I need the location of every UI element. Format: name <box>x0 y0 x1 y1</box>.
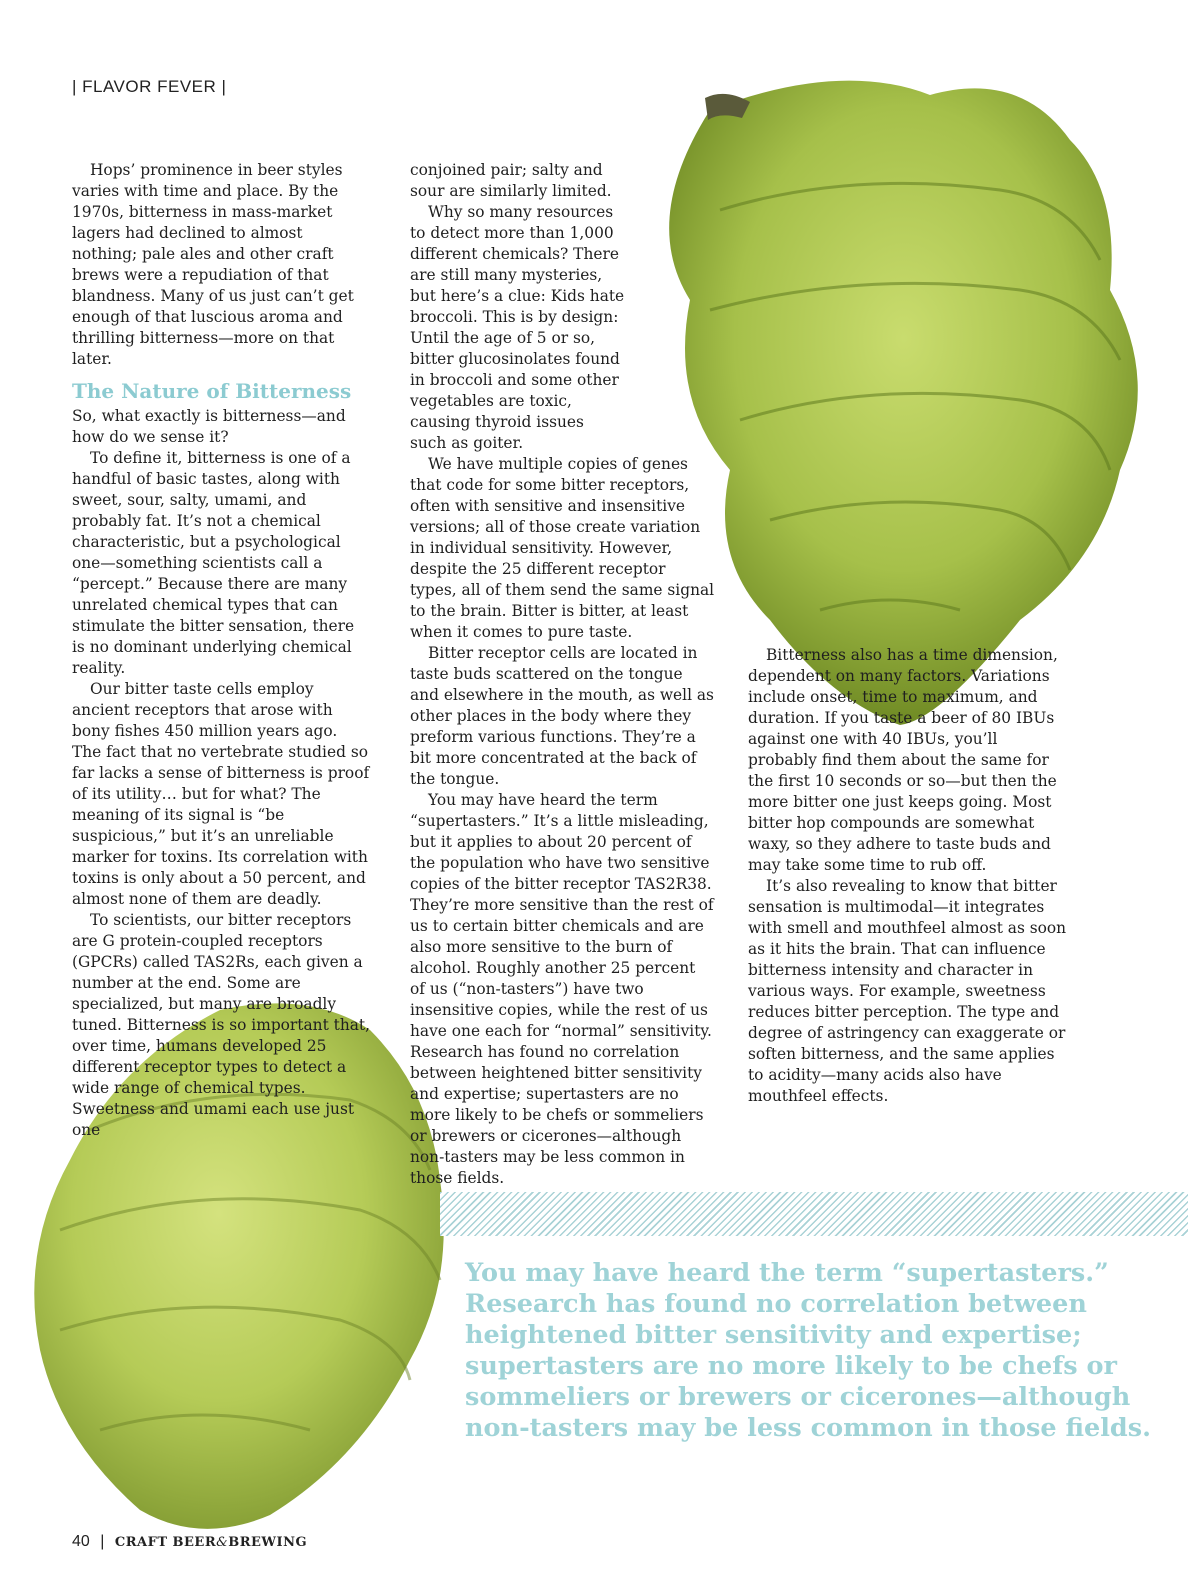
text-column-1 <box>72 160 370 1141</box>
pull-quote: You may have heard the term “supertasters.” Research has found no correlation between heightened bitter sensitivity and expertise; supertasters are no more likely to be chefs or sommeliers or brewers or cicerones—although non-tasters may be less common in those fields. <box>465 1258 1151 1443</box>
paragraph: Our bitter taste cells employ ancient receptors that arose with bony fishes 450 million years ago. The fact that no vertebrate studied so far lacks a sense of bitterness is proof of its utility… but for what? The meaning of its signal is “be suspicious,” but it’s an unreliable marker for toxins. Its correlation with toxins is only about a 50 percent, and almost none of them are deadly. <box>72 680 370 908</box>
paragraph: To scientists, our bitter receptors are G protein-coupled receptors (GPCRs) called TAS2Rs, each given a number at the end. Some are specialized, but many are broadly tuned. Bitterness is so important that, over time, humans developed 25 different receptor types to detect a wide range of chemical types. Sweetness and umami each use just one <box>72 911 370 1139</box>
paragraph: To define it, bitterness is one of a handful of basic tastes, along with sweet, sour, salty, umami, and probably fat. It’s not a chemical characteristic, but a psychological one—something scientists call a “percept.” Because there are many unrelated chemical types that can stimulate the bitter sensation, there is no dominant underlying chemical reality. <box>72 449 355 677</box>
paragraph: So, what exactly is bitterness—and how do we sense it? <box>72 407 346 446</box>
paragraph: conjoined pair; salty and sour are similarly limited. <box>410 161 612 200</box>
decorative-hatch-band <box>440 1192 1188 1236</box>
text-column-3 <box>748 645 1068 1107</box>
paragraph: Hops’ prominence in beer styles varies with time and place. By the 1970s, bitterness in mass-market lagers had declined to almost nothing; pale ales and other craft brews were a repudiation of that blandness. Many of us just can’t get enough of that luscious aroma and thrilling bitterness—more on that later. <box>72 161 354 368</box>
paragraph: Bitterness also has a time dimension, dependent on many factors. Variations include onset, time to maximum, and duration. If you taste a beer of 80 IBUs against one with 40 IBUs, you’ll probably find them about the same for the first 10 seconds or so—but then the more bitter one just keeps going. Most bitter hop compounds are somewhat waxy, so they adhere to taste buds and may take some time to rub off. <box>748 646 1058 874</box>
section-header: | FLAVOR FEVER | <box>72 77 227 96</box>
paragraph: It’s also revealing to know that bitter sensation is multimodal—it integrates with smell and mouthfeel almost as soon as it hits the brain. That can influence bitterness intensity and character in various ways. For example, sweetness reduces bitter perception. The type and degree of astringency can exaggerate or soften bitterness, and the same applies to acidity—many acids also have mouthfeel effects. <box>748 877 1067 1105</box>
brand-part-1: CRAFT BEER <box>114 1535 217 1550</box>
brand-part-2: BREWING <box>228 1535 308 1550</box>
paragraph: Why so many resources to detect more than 1,000 different chemicals? There are still many mysteries, but here’s a clue: Kids hate broccoli. This is by design: Until the age of 5 or so, bitter glucosinolates found in broccoli and some other vegetables are toxic, causing thyroid issues such as goiter. <box>410 203 625 452</box>
paragraph: You may have heard the term “supertasters.” It’s a little misleading, but it applies to about 20 percent of the population who have two sensitive copies of the bitter receptor TAS2R38. They’re more sensitive than the rest of us to certain bitter chemicals and are also more sensitive to the burn of alcohol. Roughly another 25 percent of us (“non-tasters”) have two insensitive copies, while the rest of us have one each for “normal” sensitivity. Research has found no correlation between heightened bitter sensitivity and expertise; supertasters are no more likely to be chefs or sommeliers or brewers or cicerones—although non-tasters may be less common in those fields. <box>410 791 714 1187</box>
brand-ampersand: & <box>216 1535 229 1550</box>
text-column-2 <box>410 160 715 1189</box>
section-subhead: The Nature of Bitterness <box>72 379 352 403</box>
footer-separator: | <box>100 1533 105 1550</box>
page-footer <box>72 1533 307 1551</box>
page-number: 40 <box>72 1533 90 1550</box>
magazine-brand <box>115 1535 307 1550</box>
paragraph: Bitter receptor cells are located in taste buds scattered on the tongue and elsewhere in the mouth, as well as other places in the body where they preform various functions. They’re a bit more concentrated at the back of the tongue. <box>410 644 714 788</box>
paragraph: We have multiple copies of genes that code for some bitter receptors, often with sensitive and insensitive versions; all of those create variation in individual sensitivity. However, despite the 25 different receptor types, all of them send the same signal to the brain. Bitter is bitter, at least when it comes to pure taste. <box>410 455 715 641</box>
